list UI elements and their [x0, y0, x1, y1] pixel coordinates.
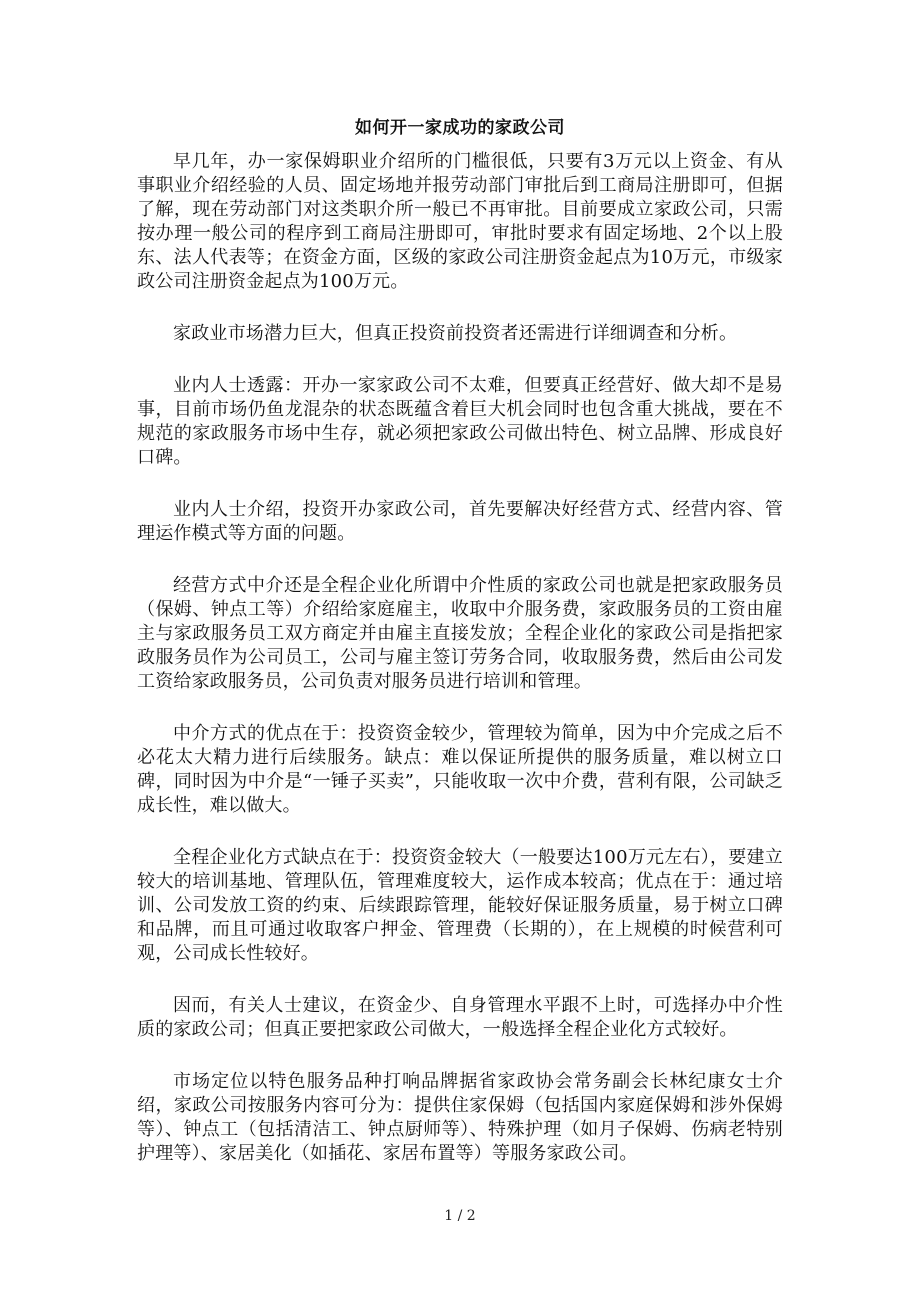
document-body: [137, 150, 783, 1194]
paragraph-8: 因而，有关人士建议，在资金少、自身管理水平跟不上时，可选择办中介性质的家政公司；但真正要把家政公司做大，一般选择全程企业化方式较好。: [137, 995, 783, 1040]
paragraph-5: 经营方式中介还是全程企业化所谓中介性质的家政公司也就是把家政服务员（保姆、钟点工等）介绍给家庭雇主，收取中介服务费，家政服务员的工资由雇主与家政服务员工双方商定并由雇主直接发放；全程企业化的家政公司是指把家政服务员作为公司员工，公司与雇主签订劳务合同，收取服务费，然后由公司发工资给家政服务员，公司负责对服务员进行培训和管理。: [137, 575, 783, 692]
paragraph-6: 中介方式的优点在于：投资资金较少，管理较为简单，因为中介完成之后不必花太大精力进行后续服务。缺点：难以保证所提供的服务质量，难以树立口碑，同时因为中介是“一锤子买卖”，只能收取一次中介费，营利有限，公司缺乏成长性，难以做大。: [137, 723, 783, 816]
page-number: 1 / 2: [444, 1208, 476, 1224]
paragraph-4: 业内人士介绍，投资开办家政公司，首先要解决好经营方式、经营内容、管理运作模式等方面的问题。: [137, 499, 783, 544]
paragraph-1: 早几年，办一家保姆职业介绍所的门槛很低，只要有3万元以上资金、有从事职业介绍经验的人员、固定场地并报劳动部门审批后到工商局注册即可，但据了解，现在劳动部门对这类职介所一般已不再审批。目前要成立家政公司，只需按办理一般公司的程序到工商局注册即可，审批时要求有固定场地、2个以上股东、法人代表等；在资金方面，区级的家政公司注册资金起点为10万元，市级家政公司注册资金起点为100万元。: [137, 151, 783, 292]
paragraph-9: 市场定位以特色服务品种打响品牌据省家政协会常务副会长林纪康女士介绍，家政公司按服务内容可分为：提供住家保姆（包括国内家庭保姆和涉外保姆等）、钟点工（包括清洁工、钟点厨师等）、特殊护理（如月子保姆、伤病老特别护理等）、家居美化（如插花、家居布置等）等服务家政公司。: [137, 1071, 783, 1164]
document-title: 如何开一家成功的家政公司: [355, 118, 565, 138]
paragraph-3: 业内人士透露：开办一家家政公司不太难，但要真正经营好、做大却不是易事，目前市场仍鱼龙混杂的状态既蕴含着巨大机会同时也包含重大挑战，要在不规范的家政服务市场中生存，就必须把家政公司做出特色、树立品牌、形成良好口碑。: [137, 375, 783, 468]
paragraph-2: 家政业市场潜力巨大，但真正投资前投资者还需进行详细调查和分析。: [173, 323, 738, 344]
paragraph-7: 全程企业化方式缺点在于：投资资金较大（一般要达100万元左右），要建立较大的培训基地、管理队伍，管理难度较大，运作成本较高；优点在于：通过培训、公司发放工资的约束、后续跟踪管理，能较好保证服务质量，易于树立口碑和品牌，而且可通过收取客户押金、管理费（长期的），在上规模的时候营利可观，公司成长性较好。: [137, 847, 783, 964]
